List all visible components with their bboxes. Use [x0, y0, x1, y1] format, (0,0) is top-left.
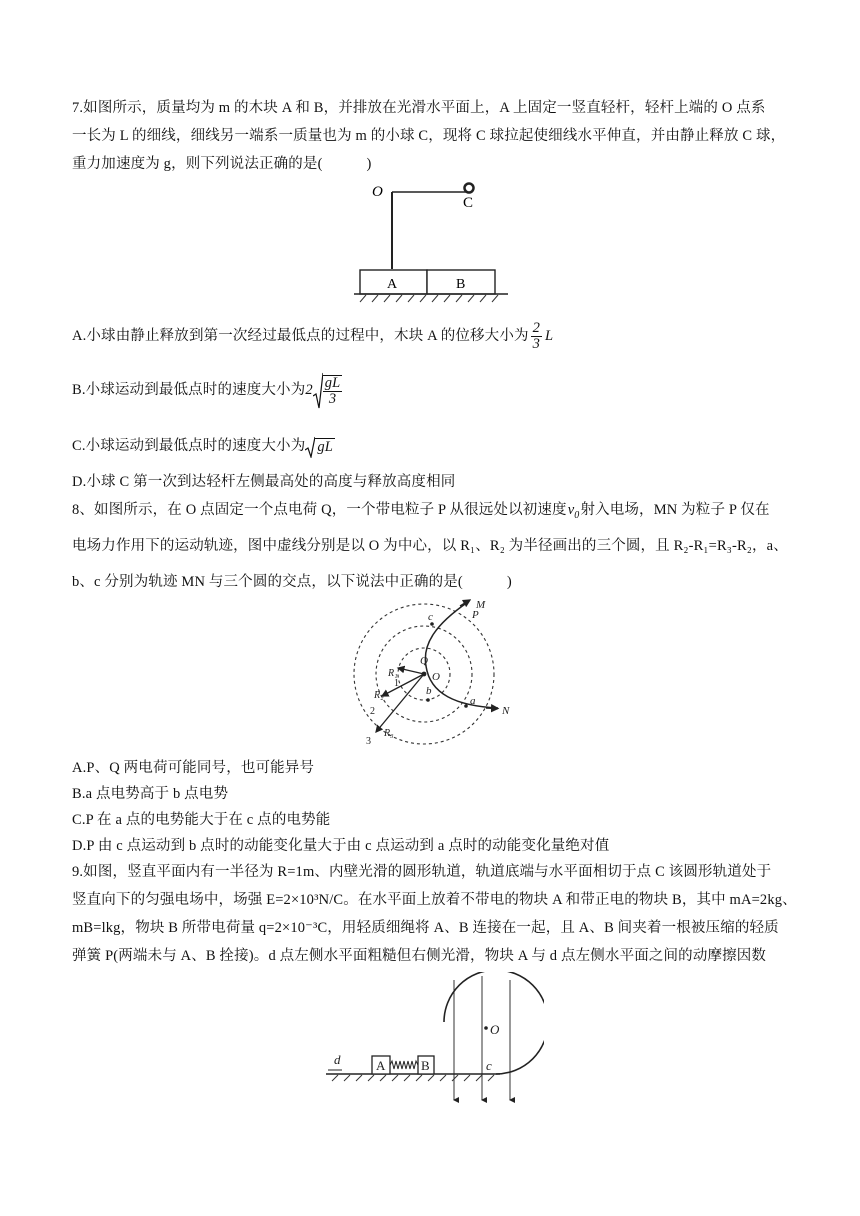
q7-option-C-sqrt [305, 432, 335, 461]
q7-option-C-text: C.小球运动到最低点时的速度大小为 [72, 438, 306, 454]
q9-stem-line-3: mB=lkg，物块 B 所带电荷量 q=2×10⁻³C，用轻质细绳将 A、B 连接在一起，且 A、B 间夹着一根被压缩的轻质 [72, 920, 779, 936]
q8-option-C: C.P 在 a 点的电势能大于在 c 点的电势能 [72, 812, 331, 828]
q8-option-A: A.P、Q 两电荷可能同号，也可能异号 [72, 760, 315, 776]
q7-option-B-numerator: gL [324, 375, 341, 392]
q9-stem-line-2: 竖直向下的匀强电场中，场强 E=2×10³N/C。在水平面上放着不带电的物块 A 和带正电的物块 B，其中 mA=2kg、 [72, 892, 797, 908]
q7-stem-line-3: 重力加速度为 g，则下列说法正确的是( ) [72, 156, 372, 172]
q8-label-R1: R₁ [388, 668, 398, 679]
q8-label-R3: R₃ [384, 728, 394, 739]
q7-option-B [72, 370, 342, 411]
q8-label-1: 1 [394, 678, 399, 689]
q7-option-A-var: L [545, 328, 554, 344]
q8-v0 [567, 502, 580, 521]
q7-option-B-denominator: 3 [328, 391, 337, 408]
q8-stem-line-3: b、c 分别为轨迹 MN 与三个圆的交点，以下说法中正确的是( ) [72, 574, 512, 590]
q8-label-M: M [476, 599, 486, 611]
q8-v0-subscript: 0 [574, 509, 580, 521]
q7-figure-blocks-pendulum [352, 176, 516, 306]
q7-option-A-numerator: 2 [532, 320, 541, 337]
q8-label-b: b [426, 685, 432, 697]
q9-stem-line-1: 9.如图，竖直平面内有一半径为 R=1m、内壁光滑的圆形轨道，轨道底端与水平面相切于点 C 该圆形轨道处于 [72, 864, 772, 880]
q7-option-D: D.小球 C 第一次到达轻杆左侧最高处的高度与释放高度相同 [72, 474, 456, 490]
q8-label-O: O [432, 671, 440, 683]
q9-label-c: c [486, 1058, 492, 1073]
q7-option-B-coef: 2 [305, 382, 313, 398]
q7-option-A-text: A.小球由静止释放到第一次经过最低点的过程中，木块 A 的位移大小为 [72, 328, 529, 344]
q7-label-C: C [463, 195, 474, 211]
q7-option-A-fraction [531, 321, 542, 352]
q7-label-B: B [456, 277, 466, 292]
q8-v0-symbol: v [567, 502, 575, 518]
q8-option-D: D.P 由 c 点运动到 b 点时的动能变化量大于由 c 点运动到 a 点时的动能变化量绝对值 [72, 838, 610, 854]
q9-figure-circular-track [322, 972, 544, 1112]
q7-option-C [72, 432, 335, 461]
q9-label-d: d [334, 1052, 341, 1067]
q7-option-B-sqrt [313, 371, 343, 411]
q8-stem-line-1-a: 8、如图所示，在 O 点固定一个点电荷 Q，一个带电粒子 P 从很远处以初速度 [72, 502, 567, 518]
q7-option-A-denominator: 3 [532, 336, 541, 353]
q8-stem-line-1 [72, 500, 770, 526]
q8-stem-line-2: 电场力作用下的运动轨迹，图中虚线分别是以 O 为中心，以 R₁、R₂ 为半径画出的三个圆，且 R₂-R₁=R₃-R₂，a、 [72, 538, 788, 554]
q8-option-B: B.a 点电势高于 b 点电势 [72, 786, 229, 802]
radical-sign-icon [305, 436, 315, 458]
q8-label-c: c [428, 611, 433, 623]
q9-stem-line-4: 弹簧 P(两端未与 A、B 拴接)。d 点左侧水平面粗糙但右侧光滑，物块 A 与 d 点左侧水平面之间的动摩擦因数 [72, 948, 767, 964]
q9-label-A: A [376, 1058, 386, 1073]
q9-label-B: B [421, 1058, 430, 1073]
q7-option-A [72, 318, 553, 354]
q8-figure-point-charge [336, 594, 532, 750]
q7-option-B-text: B.小球运动到最低点时的速度大小为 [72, 382, 306, 398]
q7-label-A: A [387, 277, 398, 292]
q8-stem-line-1-b: 射入电场，MN 为粒子 P 仅在 [580, 502, 770, 518]
q7-stem-line-2: 一长为 L 的细线，细线另一端系一质量也为 m 的小球 C，现将 C 球拉起使细线水平伸直，并由静止释放 C 球， [72, 128, 786, 144]
q8-label-a: a [470, 695, 476, 707]
q8-label-P: P [472, 609, 479, 621]
q7-option-C-radicand: gL [317, 439, 333, 455]
q8-label-3: 3 [366, 736, 371, 747]
q7-label-O: O [372, 184, 383, 200]
q9-label-O: O [490, 1022, 500, 1037]
q7-stem-line-1: 7.如图所示，质量均为 m 的木块 A 和 B，并排放在光滑水平面上，A 上固定一竖直轻杆，轻杆上端的 O 点系 [72, 100, 766, 116]
q7-option-B-fraction [323, 375, 343, 407]
q8-label-2: 2 [370, 706, 375, 717]
q8-label-Q: Q [420, 655, 428, 667]
q8-label-R2: R₂ [374, 690, 384, 701]
radical-sign-icon [313, 372, 323, 410]
q8-label-N: N [502, 705, 510, 717]
